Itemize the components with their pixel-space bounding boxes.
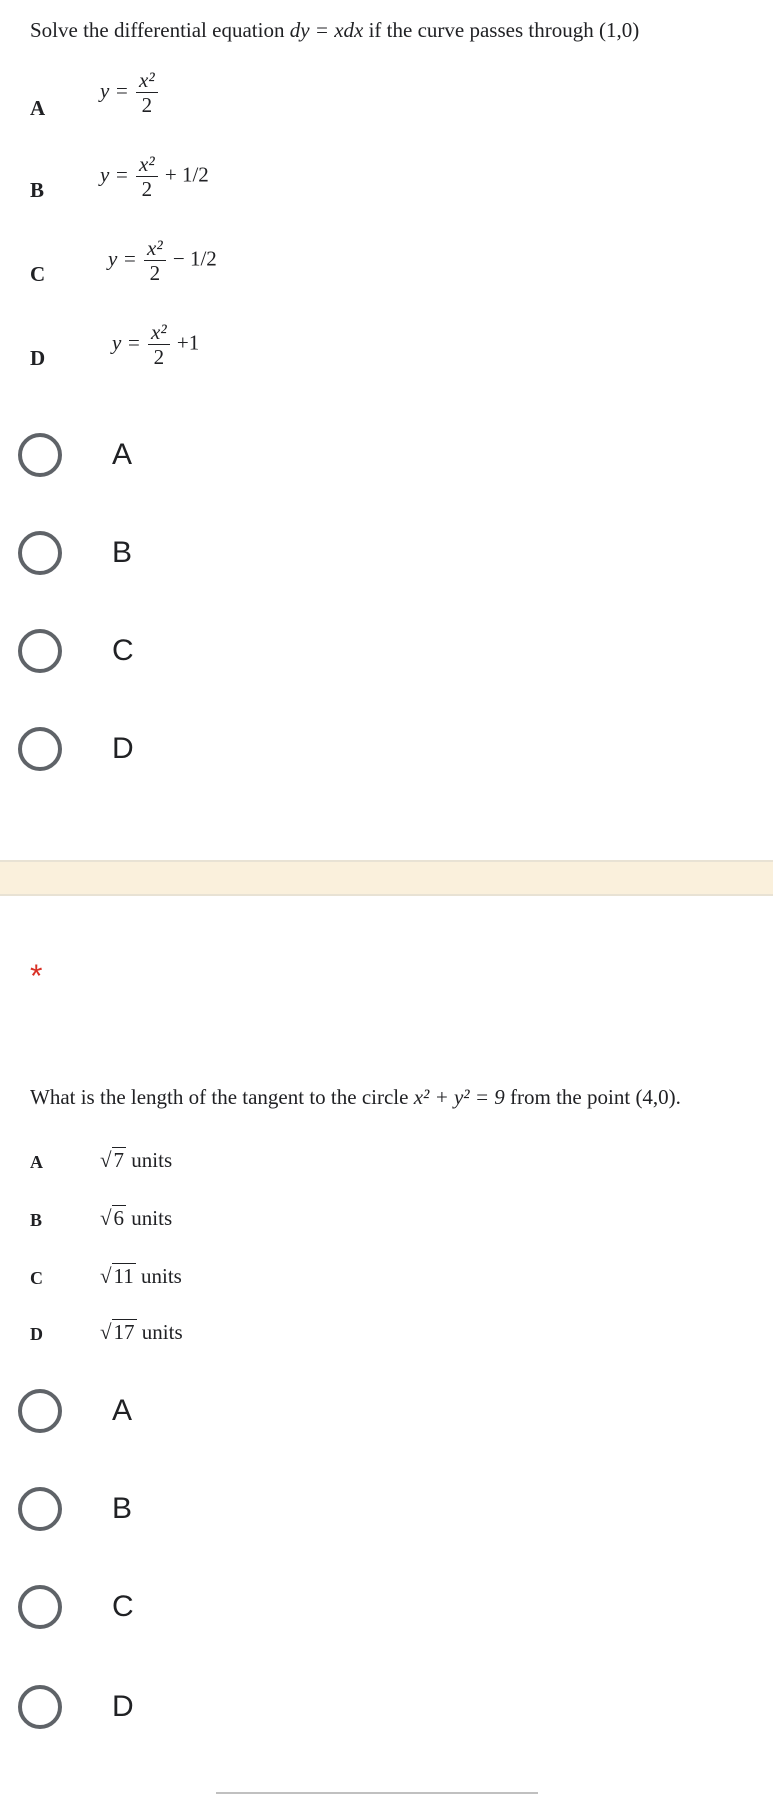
choice-a-letter: A	[30, 96, 46, 120]
radio-option-a[interactable]	[18, 1386, 132, 1436]
radio-circle-icon[interactable]	[18, 727, 62, 771]
choice-c-value: √11 units	[100, 1264, 182, 1288]
radio-option-b[interactable]	[18, 528, 132, 578]
radio-circle-icon[interactable]	[18, 1585, 62, 1629]
choice-d-letter: D	[30, 1324, 43, 1344]
choice-d-formula: y = $\frac{\text{x²}}{2}$ +1	[112, 320, 200, 369]
question-2-point: (4,0).	[635, 1085, 681, 1109]
choice-a-formula: y = $\frac{\text{x²}}{2}$	[100, 68, 160, 117]
radio-option-d[interactable]	[18, 724, 134, 774]
radio-label: A	[112, 438, 133, 471]
radio-label: B	[112, 1492, 133, 1525]
radio-circle-icon[interactable]	[18, 1487, 62, 1531]
radio-circle-icon[interactable]	[18, 629, 62, 673]
radio-label: A	[112, 1394, 133, 1427]
radio-label: D	[112, 732, 134, 765]
radio-option-a[interactable]	[18, 430, 132, 480]
choice-d-letter: D	[30, 346, 46, 370]
choice-b-formula: y = $\frac{\text{x²}}{2}$ + 1/2	[100, 152, 209, 201]
choice-a-letter: A	[30, 1152, 43, 1172]
radio-option-c[interactable]	[18, 626, 134, 676]
choice-b-letter: B	[30, 1210, 43, 1230]
choice-c-letter: C	[30, 262, 46, 286]
choice-b-value: √6 units	[100, 1206, 173, 1230]
radio-option-d[interactable]	[18, 1682, 134, 1732]
bottom-divider	[216, 1792, 538, 1794]
question-1-text: Solve the differential equation dy = xdx if the curve passes through (1,0)	[30, 18, 640, 42]
radio-option-b[interactable]	[18, 1484, 132, 1534]
radio-circle-icon[interactable]	[18, 531, 62, 575]
section-divider	[0, 860, 773, 896]
required-asterisk: *	[30, 958, 43, 994]
choice-a-value: √7 units	[100, 1148, 173, 1172]
question-2-equation: x² + y² = 9	[413, 1085, 505, 1109]
radio-circle-icon[interactable]	[18, 1685, 62, 1729]
radio-label: D	[112, 1690, 134, 1723]
question-1-equation: dy = xdx	[289, 18, 364, 42]
radio-label: C	[112, 1590, 134, 1623]
choice-c-formula: y = $\frac{\text{x²}}{2}$ − 1/2	[108, 236, 217, 285]
choice-c-letter: C	[30, 1268, 43, 1288]
radio-option-c[interactable]	[18, 1582, 134, 1632]
choice-b-letter: B	[30, 178, 45, 202]
choice-d-value: √17 units	[100, 1320, 183, 1344]
radio-circle-icon[interactable]	[18, 433, 62, 477]
question-1-point: (1,0)	[598, 18, 640, 42]
question-2-text: What is the length of the tangent to the circle x² + y² = 9 from the point (4,0).	[30, 1085, 681, 1109]
radio-label: B	[112, 536, 133, 569]
radio-circle-icon[interactable]	[18, 1389, 62, 1433]
radio-label: C	[112, 634, 134, 667]
